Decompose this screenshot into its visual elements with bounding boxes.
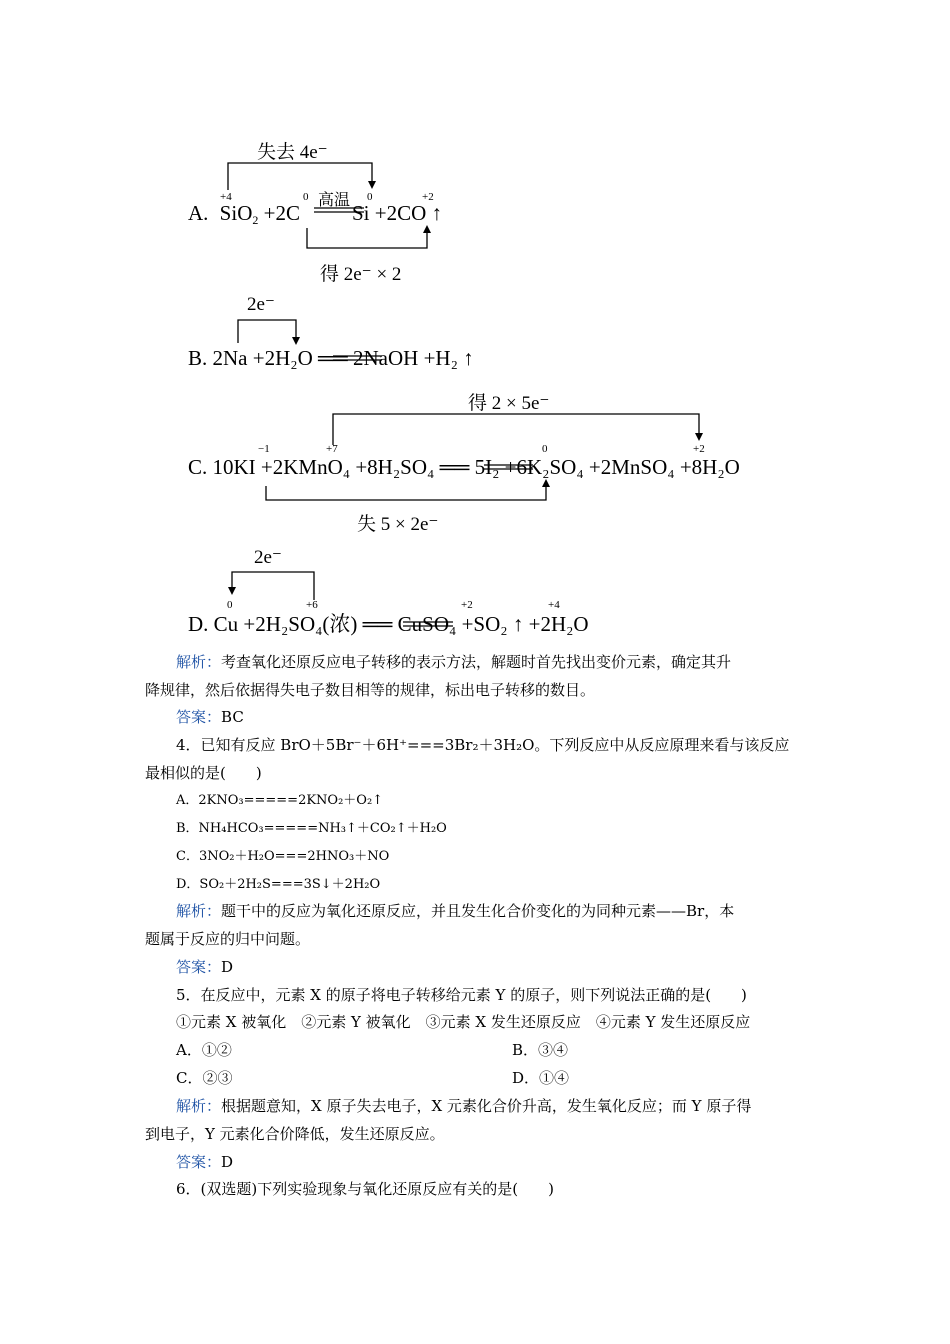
equation-text: Cu +2H₂SO₄(浓) ══ CuSO₄ +SO₂ ↑ +2H₂O	[213, 612, 589, 636]
electron-transfer-label: 2e⁻	[254, 547, 282, 568]
equation-a	[188, 203, 442, 226]
oxidation-state: −1	[258, 443, 270, 455]
oxidation-state: +6	[306, 599, 318, 611]
reaction-condition: 高温	[318, 190, 351, 209]
option-letter: B.	[188, 346, 208, 370]
analysis-text: 考查氧化还原反应电子转移的表示方法，解题时首先找出变价元素，确定其升	[221, 653, 732, 671]
q5-analysis-line2: 到电子，Y 元素化合价降低，发生还原反应。	[145, 1125, 445, 1143]
option-letter: C.	[188, 455, 208, 479]
electron-transfer-label: 2e⁻	[247, 294, 275, 315]
electron-lost-label: 失去 4e⁻	[257, 142, 328, 163]
q4-option-a: A．2KNO₃=====2KNO₂＋O₂↑	[176, 793, 384, 808]
q6-stem: 6．(双选题)下列实验现象与氧化还原反应有关的是( )	[176, 1180, 554, 1198]
analysis-text: 题干中的反应为氧化还原反应，并且发生化合价变化的为同种元素——Br，本	[221, 902, 735, 920]
q4-analysis-line1	[176, 897, 844, 925]
answer-value: BC	[221, 708, 244, 726]
q5-option-b: B．③④	[512, 1041, 569, 1059]
option-letter: A.	[188, 201, 209, 225]
q4-answer	[176, 953, 844, 981]
formula-part: Si	[219, 201, 238, 225]
oxidation-state: 0	[367, 191, 373, 203]
oxidation-state: +2	[693, 443, 705, 455]
electron-gain-label: 得 2e⁻ × 2	[320, 264, 402, 285]
q4-stem-line2: 最相似的是( )	[145, 764, 262, 782]
answer-label: 答案：	[176, 1153, 222, 1171]
equation-text: 10KI +2KMnO₄ +8H₂SO₄ ══ 5I₂ +6K₂SO₄ +2MnSO₄ +8H₂O	[212, 455, 740, 479]
answer-value: D	[221, 1153, 234, 1171]
answer-value: D	[221, 958, 234, 976]
oxidation-state: +2	[461, 599, 473, 611]
subscript: 2	[252, 213, 259, 227]
q5-option-c: C．②③	[176, 1069, 233, 1087]
analysis-label: 解析：	[176, 902, 222, 920]
equation-text: 2Na +2H₂O ══ 2NaOH +H₂ ↑	[212, 346, 474, 370]
electron-lost-label: 失 5 × 2e⁻	[357, 514, 439, 535]
formula-part: O	[237, 201, 253, 225]
q3-analysis-line2: 降规律，然后依据得失电子数目相等的规律，标出电子转移的数目。	[145, 681, 596, 699]
analysis-label: 解析：	[176, 653, 222, 671]
formula-part: Si +2	[351, 201, 398, 225]
q3-analysis-line1	[176, 648, 844, 676]
q5-statements: ①元素 X 被氧化 ②元素 Y 被氧化 ③元素 X 发生还原反应 ④元素 Y 发生还原反应	[176, 1013, 751, 1031]
option-letter: D.	[188, 612, 209, 636]
oxidation-state: 0	[542, 443, 548, 455]
equation-c	[188, 457, 740, 478]
oxidation-state: +7	[326, 443, 338, 455]
equation-d	[188, 614, 589, 635]
equation-b	[188, 348, 474, 369]
electron-gain-label: 得 2 × 5e⁻	[468, 393, 550, 414]
analysis-text: 根据题意知，X 原子失去电子，X 元素化合价升高，发生氧化反应；而 Y 原子得	[221, 1097, 752, 1115]
q4-option-c: C．3NO₂＋H₂O===2HNO₃＋NO	[176, 849, 390, 864]
oxidation-state: +2	[422, 191, 434, 203]
q5-option-d: D．①④	[512, 1069, 570, 1087]
q5-analysis-line1	[176, 1092, 844, 1120]
q4-option-d: D．SO₂＋2H₂S===3S↓＋2H₂O	[176, 877, 381, 892]
formula-part: C	[285, 201, 300, 225]
oxidation-state: 0	[227, 599, 233, 611]
formula-part: +2	[258, 201, 286, 225]
q5-option-a: A．①②	[176, 1041, 232, 1059]
q3-answer	[176, 703, 844, 731]
q5-stem: 5．在反应中，元素 X 的原子将电子转移给元素 Y 的原子，则下列说法正确的是( )	[176, 986, 747, 1004]
formula-part: C	[397, 201, 412, 225]
q4-stem-line1: 4．已知有反应 BrO＋5Br⁻＋6H⁺===3Br₂＋3H₂O。下列反应中从反应原理来看与该反应	[176, 736, 790, 754]
q5-answer	[176, 1148, 844, 1176]
q4-analysis-line2: 题属于反应的归中问题。	[145, 930, 311, 948]
formula-part: O ↑	[411, 201, 443, 225]
answer-label: 答案：	[176, 708, 222, 726]
analysis-label: 解析：	[176, 1097, 222, 1115]
oxidation-state: +4	[220, 191, 232, 203]
answer-label: 答案：	[176, 958, 222, 976]
oxidation-state: 0	[303, 191, 309, 203]
oxidation-state: +4	[548, 599, 560, 611]
q4-option-b: B．NH₄HCO₃=====NH₃↑＋CO₂↑＋H₂O	[176, 821, 447, 836]
